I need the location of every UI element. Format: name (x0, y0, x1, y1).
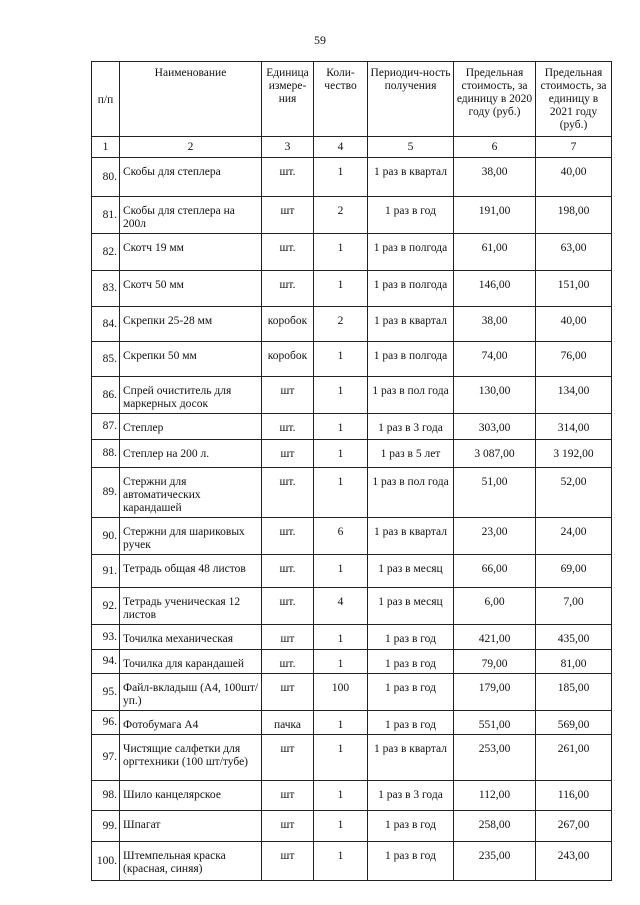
item-price-2021: 267,00 (536, 811, 612, 842)
table-row (92, 440, 612, 468)
item-name: Стержни для шариковых ручек (120, 518, 262, 555)
item-price-2020: 61,00 (454, 234, 536, 271)
item-price-2020: 51,00 (454, 468, 536, 518)
item-price-2021: 52,00 (536, 468, 612, 518)
item-period: 1 раз в квартал (368, 158, 454, 197)
item-quantity: 2 (314, 307, 368, 342)
item-period: 1 раз в полгода (368, 342, 454, 377)
row-index: 98. (92, 781, 120, 811)
item-period: 1 раз в год (368, 674, 454, 711)
item-unit: коробок (262, 307, 314, 342)
table-row (92, 842, 612, 881)
col-header-period: Периодич-ность получения (368, 62, 454, 137)
item-period: 1 раз в год (368, 625, 454, 650)
supplies-table (91, 61, 612, 881)
page-number: 59 (314, 33, 326, 47)
item-name: Тетрадь общая 48 листов (120, 555, 262, 588)
item-quantity: 1 (314, 468, 368, 518)
item-unit: шт (262, 842, 314, 881)
item-unit: шт (262, 781, 314, 811)
col-header-name: Наименование (120, 62, 262, 137)
item-quantity: 1 (314, 711, 368, 735)
item-quantity: 1 (314, 735, 368, 781)
item-period: 1 раз в год (368, 811, 454, 842)
item-unit: шт. (262, 158, 314, 197)
item-price-2020: 66,00 (454, 555, 536, 588)
col-number: 2 (120, 137, 262, 158)
item-price-2021: 81,00 (536, 650, 612, 674)
item-price-2021: 435,00 (536, 625, 612, 650)
item-price-2020: 38,00 (454, 158, 536, 197)
row-index: 92. (92, 588, 120, 625)
item-period: 1 раз в год (368, 650, 454, 674)
col-number: 4 (314, 137, 368, 158)
item-price-2020: 112,00 (454, 781, 536, 811)
item-unit: шт (262, 625, 314, 650)
item-price-2021: 198,00 (536, 197, 612, 234)
item-price-2021: 7,00 (536, 588, 612, 625)
item-unit: шт (262, 197, 314, 234)
item-unit: шт. (262, 468, 314, 518)
item-price-2021: 134,00 (536, 377, 612, 414)
table-body (92, 158, 612, 881)
table-row (92, 735, 612, 781)
item-name: Фотобумага А4 (120, 711, 262, 735)
col-number: 5 (368, 137, 454, 158)
item-name: Файл-вкладыш (А4, 100шт/уп.) (120, 674, 262, 711)
col-header-qty: Коли-чество (314, 62, 368, 137)
item-price-2020: 253,00 (454, 735, 536, 781)
item-price-2020: 303,00 (454, 414, 536, 440)
item-period: 1 раз в месяц (368, 555, 454, 588)
table-row (92, 674, 612, 711)
item-period: 1 раз в пол года (368, 377, 454, 414)
item-price-2020: 421,00 (454, 625, 536, 650)
item-period: 1 раз в год (368, 197, 454, 234)
item-price-2021: 63,00 (536, 234, 612, 271)
row-index: 90. (92, 518, 120, 555)
item-period: 1 раз в 3 года (368, 781, 454, 811)
table-row (92, 158, 612, 197)
item-quantity: 100 (314, 674, 368, 711)
table-row (92, 711, 612, 735)
item-price-2021: 314,00 (536, 414, 612, 440)
item-price-2020: 130,00 (454, 377, 536, 414)
item-unit: шт. (262, 650, 314, 674)
row-index: 86. (92, 377, 120, 414)
row-index: 83. (92, 271, 120, 307)
item-name: Скотч 19 мм (120, 234, 262, 271)
item-period: 1 раз в 5 лет (368, 440, 454, 468)
item-price-2020: 191,00 (454, 197, 536, 234)
item-name: Чистящие салфетки для оргтехники (100 шт/тубе) (120, 735, 262, 781)
col-number: 1 (92, 137, 120, 158)
row-index: 87. (92, 414, 120, 440)
item-price-2020: 235,00 (454, 842, 536, 881)
item-name: Штемпельная краска (красная, синяя) (120, 842, 262, 881)
item-name: Степлер на 200 л. (120, 440, 262, 468)
item-price-2020: 23,00 (454, 518, 536, 555)
row-index: 91. (92, 555, 120, 588)
table-row (92, 518, 612, 555)
item-unit: шт (262, 377, 314, 414)
table-row (92, 307, 612, 342)
col-number: 6 (454, 137, 536, 158)
item-unit: шт (262, 674, 314, 711)
item-price-2020: 146,00 (454, 271, 536, 307)
item-unit: коробок (262, 342, 314, 377)
item-unit: шт (262, 440, 314, 468)
item-unit: шт. (262, 555, 314, 588)
header-row (92, 62, 612, 137)
item-period: 1 раз в квартал (368, 307, 454, 342)
table-row (92, 625, 612, 650)
col-header-price-2021: Предельная стоимость, за единицу в 2021 году (руб.) (536, 62, 612, 137)
row-index: 81. (92, 197, 120, 234)
item-name: Скрепки 50 мм (120, 342, 262, 377)
item-name: Точилка механическая (120, 625, 262, 650)
table-row (92, 468, 612, 518)
item-quantity: 1 (314, 414, 368, 440)
item-name: Шпагат (120, 811, 262, 842)
item-price-2021: 569,00 (536, 711, 612, 735)
row-index: 93. (92, 625, 120, 650)
item-quantity: 1 (314, 811, 368, 842)
item-price-2020: 258,00 (454, 811, 536, 842)
item-period: 1 раз в квартал (368, 735, 454, 781)
item-quantity: 1 (314, 842, 368, 881)
item-price-2020: 3 087,00 (454, 440, 536, 468)
item-period: 1 раз в 3 года (368, 414, 454, 440)
item-quantity: 4 (314, 588, 368, 625)
col-header-index: п/п (92, 62, 120, 137)
item-price-2020: 179,00 (454, 674, 536, 711)
item-quantity: 2 (314, 197, 368, 234)
table-row (92, 271, 612, 307)
item-quantity: 1 (314, 377, 368, 414)
item-price-2020: 6,00 (454, 588, 536, 625)
item-name: Спрей очиститель для маркерных досок (120, 377, 262, 414)
item-price-2021: 243,00 (536, 842, 612, 881)
row-index: 84. (92, 307, 120, 342)
col-header-price-2020: Предельная стоимость, за единицу в 2020 году (руб.) (454, 62, 536, 137)
item-quantity: 1 (314, 555, 368, 588)
row-index: 100. (92, 842, 120, 881)
item-price-2021: 40,00 (536, 307, 612, 342)
item-quantity: 6 (314, 518, 368, 555)
item-unit: шт (262, 811, 314, 842)
item-name: Скотч 50 мм (120, 271, 262, 307)
item-period: 1 раз в месяц (368, 588, 454, 625)
item-unit: шт. (262, 588, 314, 625)
item-price-2021: 3 192,00 (536, 440, 612, 468)
table-row (92, 234, 612, 271)
item-period: 1 раз в год (368, 842, 454, 881)
item-unit: шт. (262, 271, 314, 307)
row-index: 85. (92, 342, 120, 377)
row-index: 99. (92, 811, 120, 842)
item-price-2020: 74,00 (454, 342, 536, 377)
item-period: 1 раз в пол года (368, 468, 454, 518)
row-index: 96. (92, 711, 120, 735)
table-row (92, 555, 612, 588)
table-row (92, 811, 612, 842)
item-price-2021: 261,00 (536, 735, 612, 781)
item-quantity: 1 (314, 440, 368, 468)
item-unit: шт (262, 735, 314, 781)
item-price-2021: 151,00 (536, 271, 612, 307)
item-name: Скобы для степлера на 200л (120, 197, 262, 234)
item-price-2020: 551,00 (454, 711, 536, 735)
table-row (92, 650, 612, 674)
table-row (92, 197, 612, 234)
item-unit: шт. (262, 234, 314, 271)
item-name: Стержни для автоматических карандашей (120, 468, 262, 518)
row-index: 82. (92, 234, 120, 271)
item-period: 1 раз в год (368, 711, 454, 735)
item-quantity: 1 (314, 342, 368, 377)
item-name: Скрепки 25-28 мм (120, 307, 262, 342)
item-period: 1 раз в квартал (368, 518, 454, 555)
column-number-row (92, 137, 612, 158)
item-price-2020: 79,00 (454, 650, 536, 674)
row-index: 80. (92, 158, 120, 197)
item-quantity: 1 (314, 234, 368, 271)
item-name: Точилка для карандашей (120, 650, 262, 674)
item-unit: шт. (262, 518, 314, 555)
row-index: 95. (92, 674, 120, 711)
item-quantity: 1 (314, 781, 368, 811)
item-period: 1 раз в полгода (368, 271, 454, 307)
item-price-2021: 76,00 (536, 342, 612, 377)
item-quantity: 1 (314, 158, 368, 197)
table-row (92, 377, 612, 414)
item-price-2021: 69,00 (536, 555, 612, 588)
row-index: 89. (92, 468, 120, 518)
item-unit: пачка (262, 711, 314, 735)
item-quantity: 1 (314, 650, 368, 674)
table-row (92, 781, 612, 811)
item-name: Тетрадь ученическая 12 листов (120, 588, 262, 625)
item-price-2020: 38,00 (454, 307, 536, 342)
row-index: 94. (92, 650, 120, 674)
item-price-2021: 40,00 (536, 158, 612, 197)
col-number: 7 (536, 137, 612, 158)
item-price-2021: 185,00 (536, 674, 612, 711)
item-period: 1 раз в полгода (368, 234, 454, 271)
item-name: Степлер (120, 414, 262, 440)
item-price-2021: 24,00 (536, 518, 612, 555)
col-header-unit: Единица измере-ния (262, 62, 314, 137)
table-row (92, 342, 612, 377)
item-name: Скобы для степлера (120, 158, 262, 197)
item-quantity: 1 (314, 271, 368, 307)
table-row (92, 588, 612, 625)
table-row (92, 414, 612, 440)
item-name: Шило канцелярское (120, 781, 262, 811)
col-number: 3 (262, 137, 314, 158)
row-index: 97. (92, 735, 120, 781)
item-unit: шт. (262, 414, 314, 440)
item-quantity: 1 (314, 625, 368, 650)
row-index: 88. (92, 440, 120, 468)
item-price-2021: 116,00 (536, 781, 612, 811)
